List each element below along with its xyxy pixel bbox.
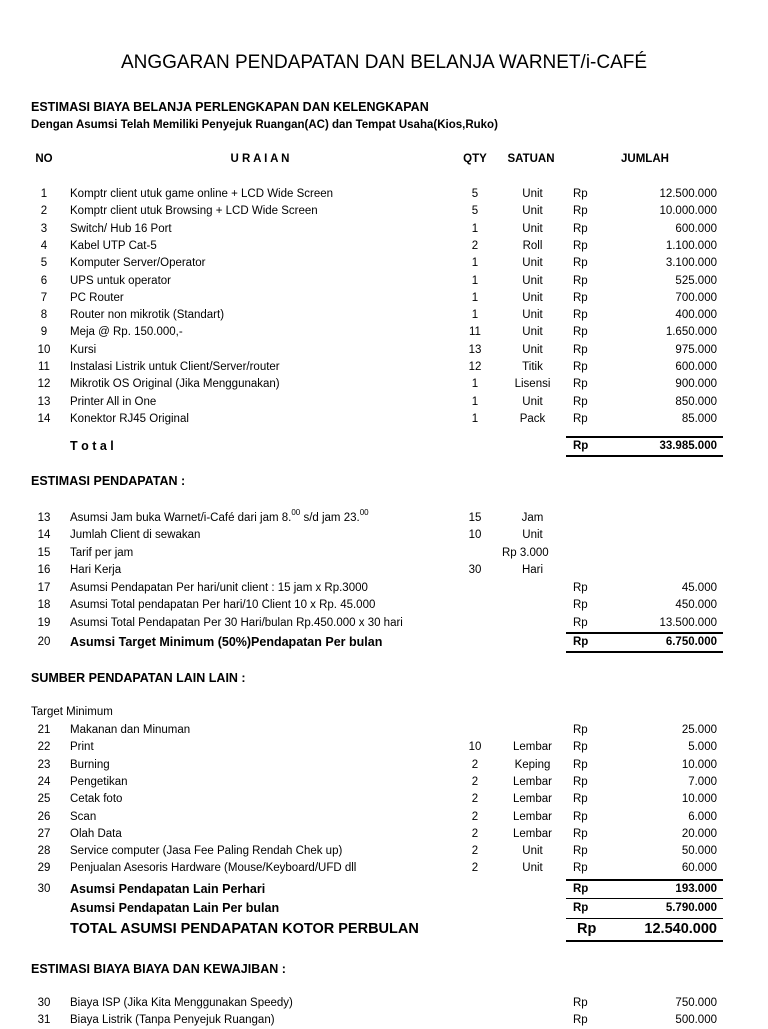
table-row xyxy=(0,774,768,791)
table-row xyxy=(0,757,768,774)
cell-jumlah: 25.000 xyxy=(681,724,717,736)
section1-heading: ESTIMASI BIAYA BELANJA PERLENGKAPAN DAN KELENGKAPAN xyxy=(31,100,429,114)
cell-rp: Rp xyxy=(573,291,588,304)
target-row: 20 Asumsi Target Minimum (50%)Pendapatan Per bulan Rp 6.750.000 xyxy=(37,635,717,649)
cell-no: 22 xyxy=(37,741,51,754)
cell-jumlah: 700.000 xyxy=(675,291,717,304)
cell-satuan: Unit xyxy=(522,343,543,356)
cell-satuan: Lisensi xyxy=(514,378,551,391)
cell-rp: Rp xyxy=(573,326,588,339)
cell-uraian: Mikrotik OS Original (Jika Menggunakan) xyxy=(70,378,280,391)
cell-no: 24 xyxy=(37,775,51,788)
target-bottom-rule xyxy=(566,651,723,653)
table-header xyxy=(0,151,768,168)
cell-uraian: Olah Data xyxy=(70,827,122,840)
expense-row: 31 Biaya Listrik (Tanpa Penyejuk Ruangan) Rp 500.000 xyxy=(37,1014,717,1026)
cell-satuan: Lembar xyxy=(513,810,552,823)
income-row: 14 Jumlah Client di sewakan 10 Unit xyxy=(37,529,543,541)
cell-rp: Rp xyxy=(573,309,588,322)
col-satuan: SATUAN xyxy=(507,153,555,165)
table-row xyxy=(0,203,768,220)
table-row xyxy=(0,290,768,307)
cell-qty: 1 xyxy=(471,395,479,408)
section3-heading: SUMBER PENDAPATAN LAIN LAIN : xyxy=(31,671,246,685)
cell-rp: Rp xyxy=(573,775,588,788)
total-kotor-bottom-rule xyxy=(566,940,723,942)
cell-qty: 1 xyxy=(471,309,479,322)
income-row: 18 Asumsi Total pendapatan Per hari/10 Client 10 x Rp. 45.000 Rp 450.000 xyxy=(37,599,717,611)
cell-qty: 1 xyxy=(471,222,479,235)
cell-no: 1 xyxy=(40,188,48,200)
cell-satuan: Unit xyxy=(522,862,543,875)
cell-jumlah: 1.100.000 xyxy=(665,239,717,252)
cell-satuan: Unit xyxy=(522,291,543,304)
cell-jumlah: 20.000 xyxy=(681,827,717,840)
cell-qty: 2 xyxy=(471,793,479,806)
col-qty: QTY xyxy=(463,153,487,165)
cell-jumlah: 85.000 xyxy=(681,412,717,425)
cell-uraian: Printer All in One xyxy=(70,395,157,408)
table-row xyxy=(0,307,768,324)
table-row xyxy=(0,394,768,411)
cell-no: 28 xyxy=(37,845,51,858)
cell-uraian: Scan xyxy=(70,810,97,823)
cell-uraian: Kabel UTP Cat-5 xyxy=(70,239,157,252)
cell-uraian: Cetak foto xyxy=(70,793,123,806)
cell-satuan: Pack xyxy=(519,412,546,425)
cell-uraian: Kursi xyxy=(70,343,97,356)
cell-jumlah: 5.000 xyxy=(688,741,717,754)
cell-jumlah: 12.500.000 xyxy=(659,188,717,200)
income-row: 13 Asumsi Jam buka Warnet/i-Café dari jam 8.00 s/d jam 23.00 15 Jam xyxy=(0,510,768,527)
section4-heading: ESTIMASI BIAYA BIAYA DAN KEWAJIBAN : xyxy=(31,962,286,976)
cell-rp: Rp xyxy=(573,257,588,270)
cell-satuan: Lembar xyxy=(513,793,552,806)
cell-rp: Rp xyxy=(573,188,588,200)
cell-jumlah: 10.000 xyxy=(681,758,717,771)
cell-jumlah: 975.000 xyxy=(675,343,717,356)
table-row xyxy=(0,238,768,255)
cell-rp: Rp xyxy=(573,378,588,391)
cell-uraian: UPS untuk operator xyxy=(70,274,172,287)
table-row xyxy=(0,324,768,341)
cell-no: 6 xyxy=(40,274,48,287)
income-row: 16 Hari Kerja 30 Hari xyxy=(37,564,544,576)
cell-no: 25 xyxy=(37,793,51,806)
cell-uraian: Meja @ Rp. 150.000,- xyxy=(70,326,183,339)
cell-jumlah: 850.000 xyxy=(675,395,717,408)
table-row xyxy=(0,722,768,739)
cell-satuan: Keping xyxy=(514,758,551,771)
cell-qty: 1 xyxy=(471,274,479,287)
total-kotor-row: TOTAL ASUMSI PENDAPATAN KOTOR PERBULAN Rp 12.540.000 xyxy=(70,921,717,937)
cell-jumlah: 60.000 xyxy=(681,862,717,875)
cell-jumlah: 900.000 xyxy=(675,378,717,391)
cell-uraian: Instalasi Listrik untuk Client/Server/router xyxy=(70,361,280,373)
cell-qty: 2 xyxy=(471,775,479,788)
cell-uraian: Burning xyxy=(70,758,110,771)
cell-satuan: Unit xyxy=(522,257,543,270)
table-row xyxy=(0,826,768,843)
perhari-row: 30 Asumsi Pendapatan Lain Perhari Rp 193.000 xyxy=(37,882,717,896)
cell-rp: Rp xyxy=(573,412,588,425)
total-bottom-rule xyxy=(566,455,723,457)
cell-no: 11 xyxy=(38,361,50,373)
table-row xyxy=(0,273,768,290)
cell-uraian: Komputer Server/Operator xyxy=(70,257,206,270)
cell-qty: 12 xyxy=(468,361,482,373)
cell-rp: Rp xyxy=(573,222,588,235)
cell-uraian: Switch/ Hub 16 Port xyxy=(70,222,172,235)
cell-satuan: Unit xyxy=(522,309,543,322)
perbulan-row: Asumsi Pendapatan Lain Per bulan Rp 5.790.000 xyxy=(70,901,717,915)
cell-no: 9 xyxy=(40,326,48,339)
cell-rp: Rp xyxy=(573,361,588,373)
cell-qty: 1 xyxy=(471,291,479,304)
cell-uraian: Makanan dan Minuman xyxy=(70,724,191,736)
cell-jumlah: 1.650.000 xyxy=(665,326,717,339)
cell-uraian: Komptr client utuk Browsing + LCD Wide Screen xyxy=(70,205,318,218)
cell-qty: 2 xyxy=(471,239,479,252)
cell-jumlah: 50.000 xyxy=(681,845,717,858)
col-jumlah: JUMLAH xyxy=(621,153,669,165)
income-row: 17 Asumsi Pendapatan Per hari/unit client : 15 jam x Rp.3000 Rp 45.000 xyxy=(37,582,717,594)
table-row xyxy=(0,255,768,272)
total-value: 33.985.000 xyxy=(659,440,717,452)
table-row xyxy=(0,809,768,826)
cell-jumlah: 3.100.000 xyxy=(665,257,717,270)
cell-jumlah: 525.000 xyxy=(675,274,717,287)
cell-satuan: Unit xyxy=(522,326,543,339)
cell-jumlah: 600.000 xyxy=(675,222,717,235)
page-title: ANGGARAN PENDAPATAN DAN BELANJA WARNET/i-CAFÉ xyxy=(120,52,648,73)
total-label: T o t a l xyxy=(70,439,114,453)
cell-satuan: Lembar xyxy=(513,827,552,840)
cell-uraian: Konektor RJ45 Original xyxy=(70,412,189,425)
table-row xyxy=(0,739,768,756)
cell-uraian: Router non mikrotik (Standart) xyxy=(70,309,225,322)
cell-uraian: Komptr client utuk game online + LCD Wide Screen xyxy=(70,188,334,200)
table-row xyxy=(0,411,768,428)
cell-rp: Rp xyxy=(573,274,588,287)
cell-uraian: Print xyxy=(70,741,94,754)
cell-jumlah: 10.000.000 xyxy=(659,205,717,218)
cell-satuan: Unit xyxy=(522,205,543,218)
col-no: NO xyxy=(35,153,53,165)
section1-subheading: Dengan Asumsi Telah Memiliki Penyejuk Ruangan(AC) dan Tempat Usaha(Kios,Ruko) xyxy=(31,119,498,131)
cell-satuan: Titik xyxy=(522,361,543,373)
cell-rp: Rp xyxy=(573,827,588,840)
cell-no: 27 xyxy=(37,827,51,840)
cell-no: 8 xyxy=(40,309,48,322)
table-row xyxy=(0,860,768,877)
cell-qty: 2 xyxy=(471,810,479,823)
cell-qty: 1 xyxy=(471,378,479,391)
cell-rp: Rp xyxy=(573,239,588,252)
cell-rp: Rp xyxy=(573,758,588,771)
income-row: 19 Asumsi Total Pendapatan Per 30 Hari/bulan Rp.450.000 x 30 hari Rp 13.500.000 xyxy=(37,617,717,629)
cell-rp: Rp xyxy=(573,862,588,875)
cell-satuan: Lembar xyxy=(513,741,552,754)
expense-row: 30 Biaya ISP (Jika Kita Menggunakan Speedy) Rp 750.000 xyxy=(37,997,717,1009)
cell-satuan: Unit xyxy=(522,395,543,408)
total-row xyxy=(0,437,768,455)
income-row: 15 Tarif per jam Rp 3.000 xyxy=(0,545,768,562)
cell-no: 21 xyxy=(37,724,51,736)
table-row xyxy=(0,221,768,238)
cell-jumlah: 6.000 xyxy=(688,810,717,823)
cell-qty: 1 xyxy=(471,412,479,425)
cell-no: 2 xyxy=(40,205,48,218)
cell-rp: Rp xyxy=(573,395,588,408)
cell-no: 7 xyxy=(40,291,48,304)
cell-no: 14 xyxy=(37,412,51,425)
cell-no: 12 xyxy=(37,378,51,391)
cell-no: 4 xyxy=(40,239,48,252)
cell-no: 5 xyxy=(40,257,48,270)
tarif-value: Rp 3.000 xyxy=(502,547,549,559)
cell-jumlah: 7.000 xyxy=(688,775,717,788)
cell-qty: 5 xyxy=(471,205,479,218)
cell-jumlah: 600.000 xyxy=(675,361,717,373)
cell-rp: Rp xyxy=(573,845,588,858)
cell-uraian: Pengetikan xyxy=(70,775,128,788)
cell-qty: 11 xyxy=(469,326,481,339)
target-minimum-label: Target Minimum xyxy=(31,706,113,718)
table-row xyxy=(0,791,768,808)
cell-jumlah: 10.000 xyxy=(681,793,717,806)
cell-uraian: PC Router xyxy=(70,291,124,304)
cell-satuan: Unit xyxy=(522,188,543,200)
table-row xyxy=(0,376,768,393)
cell-rp: Rp xyxy=(573,793,588,806)
cell-rp: Rp xyxy=(573,741,588,754)
cell-satuan: Unit xyxy=(522,274,543,287)
cell-satuan: Unit xyxy=(522,845,543,858)
cell-qty: 2 xyxy=(471,845,479,858)
cell-qty: 2 xyxy=(471,758,479,771)
cell-rp: Rp xyxy=(573,724,588,736)
opening-hours: Asumsi Jam buka Warnet/i-Café dari jam 8.00 s/d jam 23.00 xyxy=(70,508,369,524)
cell-no: 26 xyxy=(37,810,51,823)
table-row xyxy=(0,843,768,860)
table-row xyxy=(0,342,768,359)
cell-no: 29 xyxy=(37,862,51,875)
cell-satuan: Unit xyxy=(522,222,543,235)
cell-satuan: Lembar xyxy=(513,775,552,788)
cell-qty: 10 xyxy=(468,741,482,754)
cell-uraian: Service computer (Jasa Fee Paling Rendah Chek up) xyxy=(70,845,343,858)
cell-qty: 13 xyxy=(468,343,482,356)
section2-heading: ESTIMASI PENDAPATAN : xyxy=(31,474,186,488)
cell-rp: Rp xyxy=(573,810,588,823)
cell-no: 3 xyxy=(40,222,48,235)
cell-uraian: Penjualan Asesoris Hardware (Mouse/Keyboard/UFD dll xyxy=(70,862,357,875)
table-row xyxy=(0,186,768,203)
total-rp: Rp xyxy=(573,440,589,452)
cell-satuan: Roll xyxy=(522,239,543,252)
cell-qty: 2 xyxy=(471,827,479,840)
table-row xyxy=(0,359,768,376)
col-uraian: U R A I A N xyxy=(230,153,290,165)
cell-qty: 2 xyxy=(471,862,479,875)
cell-jumlah: 400.000 xyxy=(675,309,717,322)
cell-no: 23 xyxy=(37,758,51,771)
cell-qty: 5 xyxy=(471,188,479,200)
cell-rp: Rp xyxy=(573,205,588,218)
cell-qty: 1 xyxy=(471,257,479,270)
cell-rp: Rp xyxy=(573,343,588,356)
cell-no: 10 xyxy=(37,343,51,356)
cell-no: 13 xyxy=(37,395,51,408)
